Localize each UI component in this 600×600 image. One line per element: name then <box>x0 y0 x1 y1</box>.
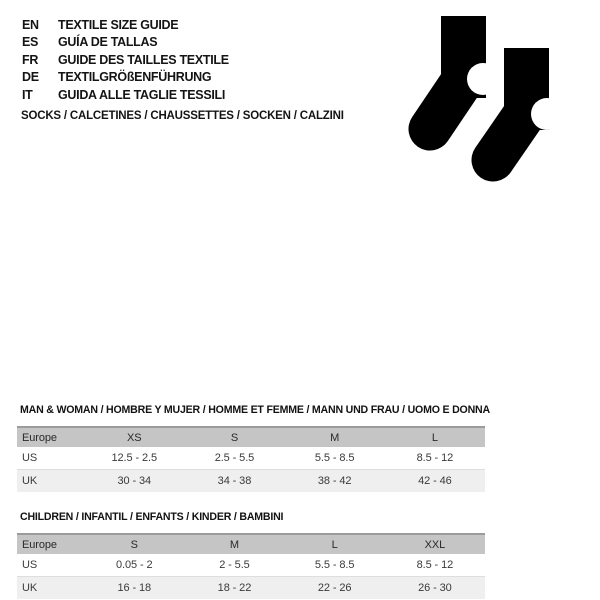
size-cell: 22 - 26 <box>285 577 385 600</box>
column-header: XS <box>84 427 184 447</box>
size-cell: 5.5 - 8.5 <box>285 554 385 577</box>
language-list <box>22 16 229 104</box>
children-size-table <box>17 511 485 599</box>
size-cell: 2 - 5.5 <box>184 554 284 577</box>
front-sock <box>493 43 563 160</box>
adult-header-row <box>17 427 485 447</box>
size-cell: 5.5 - 8.5 <box>285 447 385 470</box>
row-label: UK <box>17 470 84 493</box>
language-label: TEXTILGRÖßENFÜHRUNG <box>58 70 212 85</box>
column-header: M <box>285 427 385 447</box>
children-table <box>17 533 485 599</box>
row-label: UK <box>17 577 84 600</box>
language-code: EN <box>22 17 39 32</box>
language-code: FR <box>22 52 39 67</box>
size-cell: 12.5 - 2.5 <box>84 447 184 470</box>
column-header: Europe <box>17 427 84 447</box>
language-label: GUIDA ALLE TAGLIE TESSILI <box>58 87 226 102</box>
language-row-de <box>22 69 229 87</box>
adult-table-title: MAN & WOMAN / HOMBRE Y MUJER / HOMME ET FEMME / MANN UND FRAU / UOMO E DONNA <box>20 404 490 416</box>
size-cell: 30 - 34 <box>84 470 184 493</box>
language-row-fr <box>22 51 229 69</box>
language-row-es <box>22 34 229 52</box>
language-code: IT <box>22 87 33 102</box>
children-table-title: CHILDREN / INFANTIL / ENFANTS / KINDER / BAMBINI <box>20 511 284 523</box>
size-cell: 18 - 22 <box>184 577 284 600</box>
column-header: XXL <box>385 534 485 554</box>
column-header: M <box>184 534 284 554</box>
size-cell: 34 - 38 <box>184 470 284 493</box>
column-header: S <box>84 534 184 554</box>
language-code: DE <box>22 70 39 85</box>
category-heading: SOCKS / CALCETINES / CHAUSSETTES / SOCKEN / CALZINI <box>21 110 344 122</box>
size-cell: 42 - 46 <box>385 470 485 493</box>
language-row-en <box>22 16 229 34</box>
size-cell: 16 - 18 <box>84 577 184 600</box>
back-sock <box>430 16 499 129</box>
adult-table <box>17 426 485 492</box>
size-cell: 8.5 - 12 <box>385 554 485 577</box>
column-header: L <box>385 427 485 447</box>
row-label: US <box>17 447 84 470</box>
language-row-it <box>22 86 229 104</box>
table-row-uk <box>17 470 485 493</box>
size-cell: 8.5 - 12 <box>385 447 485 470</box>
table-row-uk <box>17 577 485 600</box>
language-label: GUÍA DE TALLAS <box>58 35 158 50</box>
size-cell: 2.5 - 5.5 <box>184 447 284 470</box>
row-label: US <box>17 554 84 577</box>
table-row-us <box>17 554 485 577</box>
language-label: TEXTILE SIZE GUIDE <box>58 17 179 32</box>
adult-size-table <box>17 404 490 492</box>
language-code: ES <box>22 35 39 50</box>
size-cell: 38 - 42 <box>285 470 385 493</box>
table-row-us <box>17 447 485 470</box>
socks-icon <box>406 13 564 185</box>
column-header: L <box>285 534 385 554</box>
children-header-row <box>17 534 485 554</box>
size-cell: 0.05 - 2 <box>84 554 184 577</box>
language-label: GUIDE DES TAILLES TEXTILE <box>58 52 229 67</box>
size-cell: 26 - 30 <box>385 577 485 600</box>
column-header: S <box>184 427 284 447</box>
column-header: Europe <box>17 534 84 554</box>
